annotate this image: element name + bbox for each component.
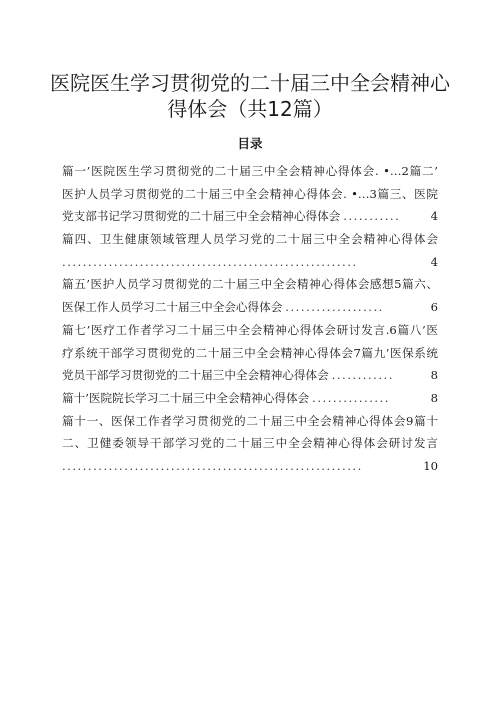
toc-page-number: 6 [430, 300, 438, 315]
toc-line [62, 273, 438, 296]
toc-entry-text: 疗系统干部学习贯彻党的二十届三中全会精神心得体会7篇九’医保系统 [62, 345, 438, 360]
toc-dot-leader: ............... [312, 390, 390, 405]
toc-page-number: 10 [423, 458, 438, 473]
toc-line [62, 432, 438, 455]
toc-entry-text: 党员干部学习贯彻党的二十届三中全会精神心得体会 [62, 368, 329, 383]
toc-line [62, 364, 438, 387]
toc-entry-text: 医护人员学习贯彻党的二十届三中全会精神心得体会. •…3篇三、医院 [62, 186, 438, 201]
toc-entry-text: 篇四、卫生健康领域管理人员学习党的二十届三中全会精神心得体会 [62, 232, 438, 247]
toc-heading: 目录 [237, 136, 263, 151]
toc-page-number: 4 [430, 254, 438, 269]
toc-entry-text: 医保工作人员学习二十届三中全会心得体会 [62, 300, 283, 315]
toc-page-number: 8 [430, 368, 438, 383]
toc-entry-text: 篇一’医院医生学习贯彻党的二十届三中全会精神心得体会. •…2篇二’ [62, 164, 438, 178]
toc-line [62, 296, 438, 319]
toc-line [62, 228, 438, 251]
toc-entry-text: 党支部书记学习贯彻党的二十届三中全会精神心得体会 [62, 209, 341, 224]
table-of-contents [62, 160, 438, 478]
toc-line [62, 342, 438, 365]
toc-line [62, 455, 438, 478]
toc-line [62, 387, 438, 410]
toc-line [62, 251, 438, 274]
toc-line [62, 160, 438, 183]
toc-page-number: 8 [430, 390, 438, 405]
toc-dot-leader: ................... [285, 300, 384, 315]
toc-dot-leader: ............ [331, 368, 394, 383]
toc-entry-text: 篇十一、医保工作者学习贯彻党的二十届三中全会精神心得体会9篇十 [62, 413, 438, 428]
toc-dot-leader: .......................................................... [62, 458, 363, 473]
toc-dot-leader: ........... [343, 209, 401, 224]
toc-line [62, 410, 438, 433]
toc-line [62, 319, 438, 342]
toc-entry-text: 篇十’医院院长学习二十届三中全会精神心得体会 [62, 390, 310, 405]
toc-entry-text: 篇五’医护人员学习贯彻党的二十届三中全会精神心得体会感想5篇六、 [62, 277, 438, 292]
toc-line [62, 183, 438, 206]
toc-page-number: 4 [430, 209, 438, 224]
document-title-line-1: 医院医生学习贯彻党的二十届三中全会精神心 [50, 71, 450, 95]
document-title-line-2: 得体会（共12篇） [167, 97, 333, 121]
toc-dot-leader: ......................................................... [62, 254, 358, 269]
toc-line [62, 205, 438, 228]
toc-entry-text: 篇七’医疗工作者学习二十届三中全会精神心得体会研讨发言.6篇八’医 [62, 322, 438, 337]
toc-entry-text: 二、卫健委领导干部学习党的二十届三中全会精神心得体会研讨发言 [62, 436, 438, 451]
